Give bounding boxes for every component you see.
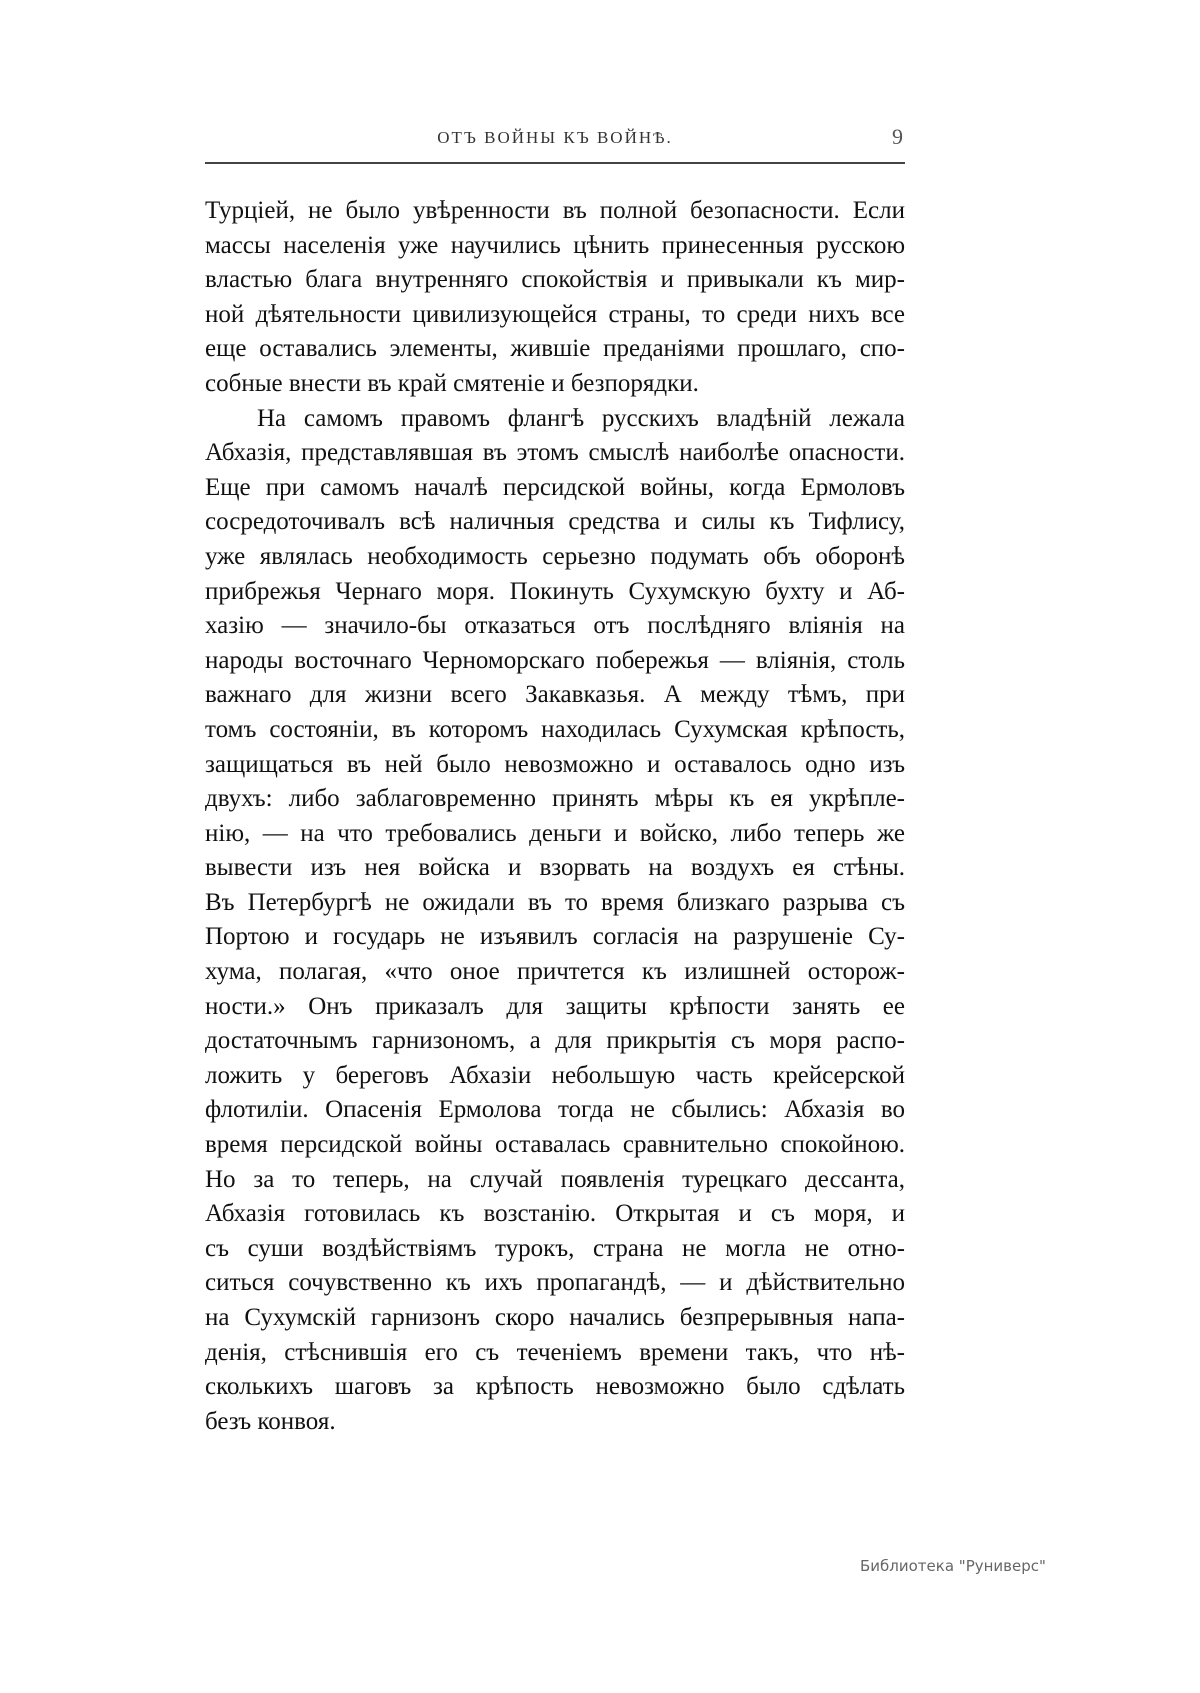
text-line: Въ Петербургѣ не ожидали въ то время близкаго разрыва съ: [205, 888, 905, 916]
text-line: на Сухумскій гарнизонъ скоро начались безпрерывныя напа-: [205, 1304, 905, 1331]
text-line: томъ состояніи, въ которомъ находилась Сухумская крѣпость,: [205, 715, 905, 743]
paragraph: [205, 194, 905, 402]
text-line: Турціей, не было увѣренности въ полной безопасности. Если: [205, 197, 905, 224]
paragraph: [205, 402, 905, 1440]
text-line: прибрежья Чернаго моря. Покинуть Сухумскую бухту и Аб-: [205, 577, 905, 605]
text-line: Абхазія, представлявшая въ этомъ смыслѣ наиболѣе опасности.: [205, 439, 905, 467]
text-line: флотиліи. Опасенія Ермолова тогда не сбылись: Абхазія во: [205, 1096, 905, 1124]
text-line: Но за то теперь, на случай появленія турецкаго дессанта,: [205, 1165, 905, 1193]
text-line: хума, полагая, «что оное причтется къ излишней осторож-: [205, 958, 905, 986]
text-line: ложить у береговъ Абхазіи небольшую часть крейсерской: [205, 1061, 905, 1089]
text-line: ситься сочувственно къ ихъ пропагандѣ, — и дѣйствительно: [205, 1269, 905, 1297]
text-line: народы восточнаго Черноморскаго побережья — вліянія, столь: [205, 646, 905, 674]
text-line: денія, стѣснившія его съ теченіемъ времени такъ, что нѣ-: [205, 1338, 905, 1366]
text-line: Еще при самомъ началѣ персидской войны, когда Ермоловъ: [205, 473, 905, 501]
page-header: [205, 124, 905, 158]
text-line: защищаться въ ней было невозможно и оставалось одно изъ: [205, 750, 905, 778]
library-watermark: Библиотека "Руниверс": [860, 1557, 1046, 1575]
text-line: ности.» Онъ приказалъ для защиты крѣпости занять ее: [205, 992, 905, 1020]
text-line: властью блага внутренняго спокойствія и привыкали къ мир-: [205, 266, 905, 294]
text-line: массы населенія уже научились цѣнить принесенныя русскою: [205, 231, 905, 259]
header-rule: [205, 162, 905, 164]
text-line: сколькихъ шаговъ за крѣпость невозможно было сдѣлать: [205, 1373, 905, 1401]
text-line: достаточнымъ гарнизономъ, а для прикрытія съ моря распо-: [205, 1027, 905, 1055]
text-line: хазію — значило-бы отказаться отъ послѣдняго вліянія на: [205, 612, 905, 640]
text-line: На самомъ правомъ флангѣ русскихъ владѣній лежала: [257, 404, 905, 432]
text-line: ной дѣятельности цивилизующейся страны, то среди нихъ все: [205, 300, 905, 328]
text-line: собные внести въ край смятеніе и безпорядки.: [205, 369, 699, 397]
text-line: еще оставались элементы, жившіе преданіями прошлаго, спо-: [205, 335, 905, 363]
text-line: вывести изъ нея войска и взорвать на воздухъ ея стѣны.: [205, 854, 905, 882]
text-line: двухъ: либо заблаговременно принять мѣры къ ея укрѣпле-: [205, 785, 905, 813]
text-line: Портою и государь не изъявилъ согласія на разрушеніе Су-: [205, 923, 905, 951]
page-body: [205, 194, 905, 1439]
running-title: ОТЪ ВОЙНЫ КЪ ВОЙНѢ.: [437, 128, 673, 147]
text-line: съ суши воздѣйствіямъ турокъ, страна не могла не отно-: [205, 1234, 905, 1262]
text-line: сосредоточивалъ всѣ наличныя средства и силы къ Тифлису,: [205, 508, 905, 536]
text-line: нію, — на что требовались деньги и войско, либо теперь же: [205, 819, 905, 847]
page-number: 9: [892, 124, 903, 149]
text-line: уже являлась необходимость серьезно подумать объ оборонѣ: [205, 542, 905, 570]
text-line: важнаго для жизни всего Закавказья. А между тѣмъ, при: [205, 681, 905, 709]
text-line: время персидской войны оставалась сравнительно спокойною.: [205, 1131, 905, 1159]
text-line: Абхазія готовилась къ возстанію. Открытая и съ моря, и: [205, 1200, 905, 1228]
text-line: безъ конвоя.: [205, 1407, 336, 1435]
